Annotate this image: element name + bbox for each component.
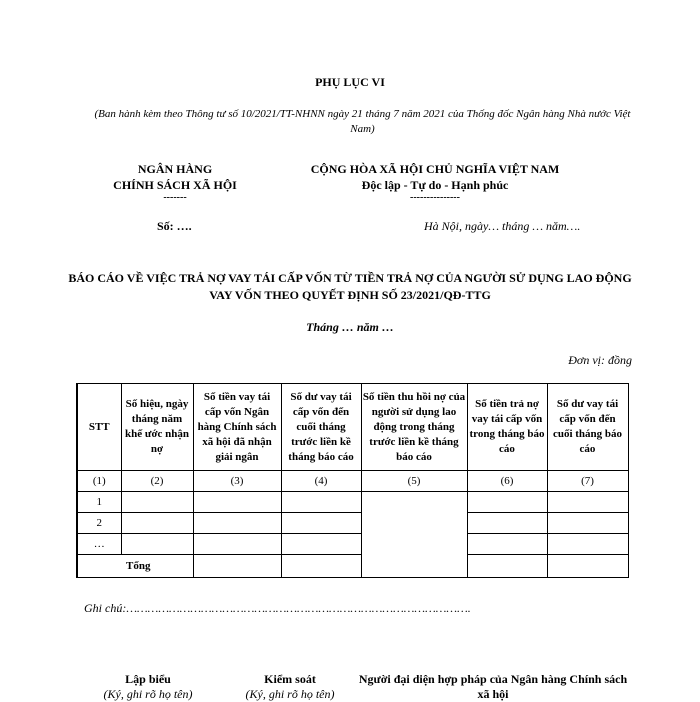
row-number: … — [77, 534, 121, 555]
table-cell — [467, 555, 547, 578]
header-cell: Số tiền vay tái cấp vốn Ngân hàng Chính sách xã hội đã nhận giải ngân — [193, 384, 281, 471]
place-date: Hà Nội, ngày… tháng … năm…. — [424, 219, 581, 233]
column-number: (1) — [77, 471, 121, 492]
total-label: Tổng — [77, 555, 193, 578]
header-cell: Số dư vay tái cấp vốn đến cuối tháng trước liền kề tháng báo cáo — [281, 384, 361, 471]
table-row — [77, 534, 628, 555]
issued-note: (Ban hành kèm theo Thông tư số 10/2021/TT-NHNN ngày 21 tháng 7 năm 2021 của Thống đốc Ngân hàng Nhà nước Việt Nam) — [94, 108, 631, 135]
report-period: Tháng … năm … — [306, 320, 394, 334]
table-cell — [193, 492, 281, 513]
table-header-row — [77, 384, 628, 471]
table-cell — [281, 555, 361, 578]
signature-controller — [234, 672, 346, 702]
table-cell — [281, 534, 361, 555]
merged-cell — [361, 492, 467, 578]
column-number: (6) — [467, 471, 547, 492]
signature-role: Lập biểu — [125, 672, 171, 686]
signature-role: Kiểm soát — [264, 672, 316, 686]
table-cell — [547, 513, 628, 534]
motto-divider: --------------- — [410, 192, 460, 203]
report-title: BÁO CÁO VỀ VIỆC TRẢ NỢ VAY TÁI CẤP VỐN TỪ TIỀN TRẢ NỢ CỦA NGƯỜI SỬ DỤNG LAO ĐỘNG VAY VỐN THEO QUYẾT ĐỊNH SỐ 23/2021/QĐ-TTG — [68, 271, 632, 302]
org-divider: ------- — [163, 192, 187, 203]
table-cell — [281, 513, 361, 534]
table-cell — [467, 534, 547, 555]
table-row — [77, 492, 628, 513]
currency-unit: Đơn vị: đồng — [568, 353, 632, 367]
signature-hint: (Ký, ghi rõ họ tên) — [103, 687, 193, 701]
table-cell — [193, 534, 281, 555]
total-row — [77, 555, 628, 578]
signature-preparer — [92, 672, 204, 702]
column-number: (5) — [361, 471, 467, 492]
left-organization — [90, 161, 260, 203]
table-cell — [193, 555, 281, 578]
header-cell: Số hiệu, ngày tháng năm khế ước nhận nợ — [121, 384, 193, 471]
table-cell — [547, 492, 628, 513]
row-number: 1 — [77, 492, 121, 513]
signature-legal-representative — [358, 672, 628, 702]
report-table — [76, 383, 629, 578]
signature-role: Người đại diện hợp pháp của Ngân hàng Chính sách xã hội — [358, 672, 628, 701]
table-cell — [121, 513, 193, 534]
appendix-title: PHỤ LỤC VI — [315, 75, 385, 89]
table-row — [77, 513, 628, 534]
table-cell — [193, 513, 281, 534]
column-number-row — [77, 471, 628, 492]
column-number: (3) — [193, 471, 281, 492]
table-cell — [121, 492, 193, 513]
header-cell: Số tiền thu hồi nợ của người sử dụng lao động trong tháng trước liền kề tháng báo cáo — [361, 384, 467, 471]
table-cell — [467, 513, 547, 534]
row-number: 2 — [77, 513, 121, 534]
org-name-line2: CHÍNH SÁCH XÃ HỘI — [113, 178, 237, 192]
nation-name: CỘNG HÒA XÃ HỘI CHỦ NGHĨA VIỆT NAM — [310, 162, 560, 176]
right-national-heading — [285, 161, 585, 203]
column-number: (2) — [121, 471, 193, 492]
table-cell — [121, 534, 193, 555]
table-cell — [281, 492, 361, 513]
table-cell — [467, 492, 547, 513]
header-cell: Số tiền trả nợ vay tái cấp vốn trong tháng báo cáo — [467, 384, 547, 471]
header-cell: STT — [77, 384, 121, 471]
column-number: (4) — [281, 471, 361, 492]
column-number: (7) — [547, 471, 628, 492]
header-cell: Số dư vay tái cấp vốn đến cuối tháng báo cáo — [547, 384, 628, 471]
document-number: Số: …. — [157, 219, 192, 233]
note-line: Ghi chú:……………………………………………………………………………………. — [84, 601, 471, 615]
table-cell — [547, 555, 628, 578]
motto: Độc lập - Tự do - Hạnh phúc — [361, 178, 509, 192]
table-cell — [547, 534, 628, 555]
signature-hint: (Ký, ghi rõ họ tên) — [245, 687, 335, 701]
org-name-line1: NGÂN HÀNG — [137, 162, 213, 176]
